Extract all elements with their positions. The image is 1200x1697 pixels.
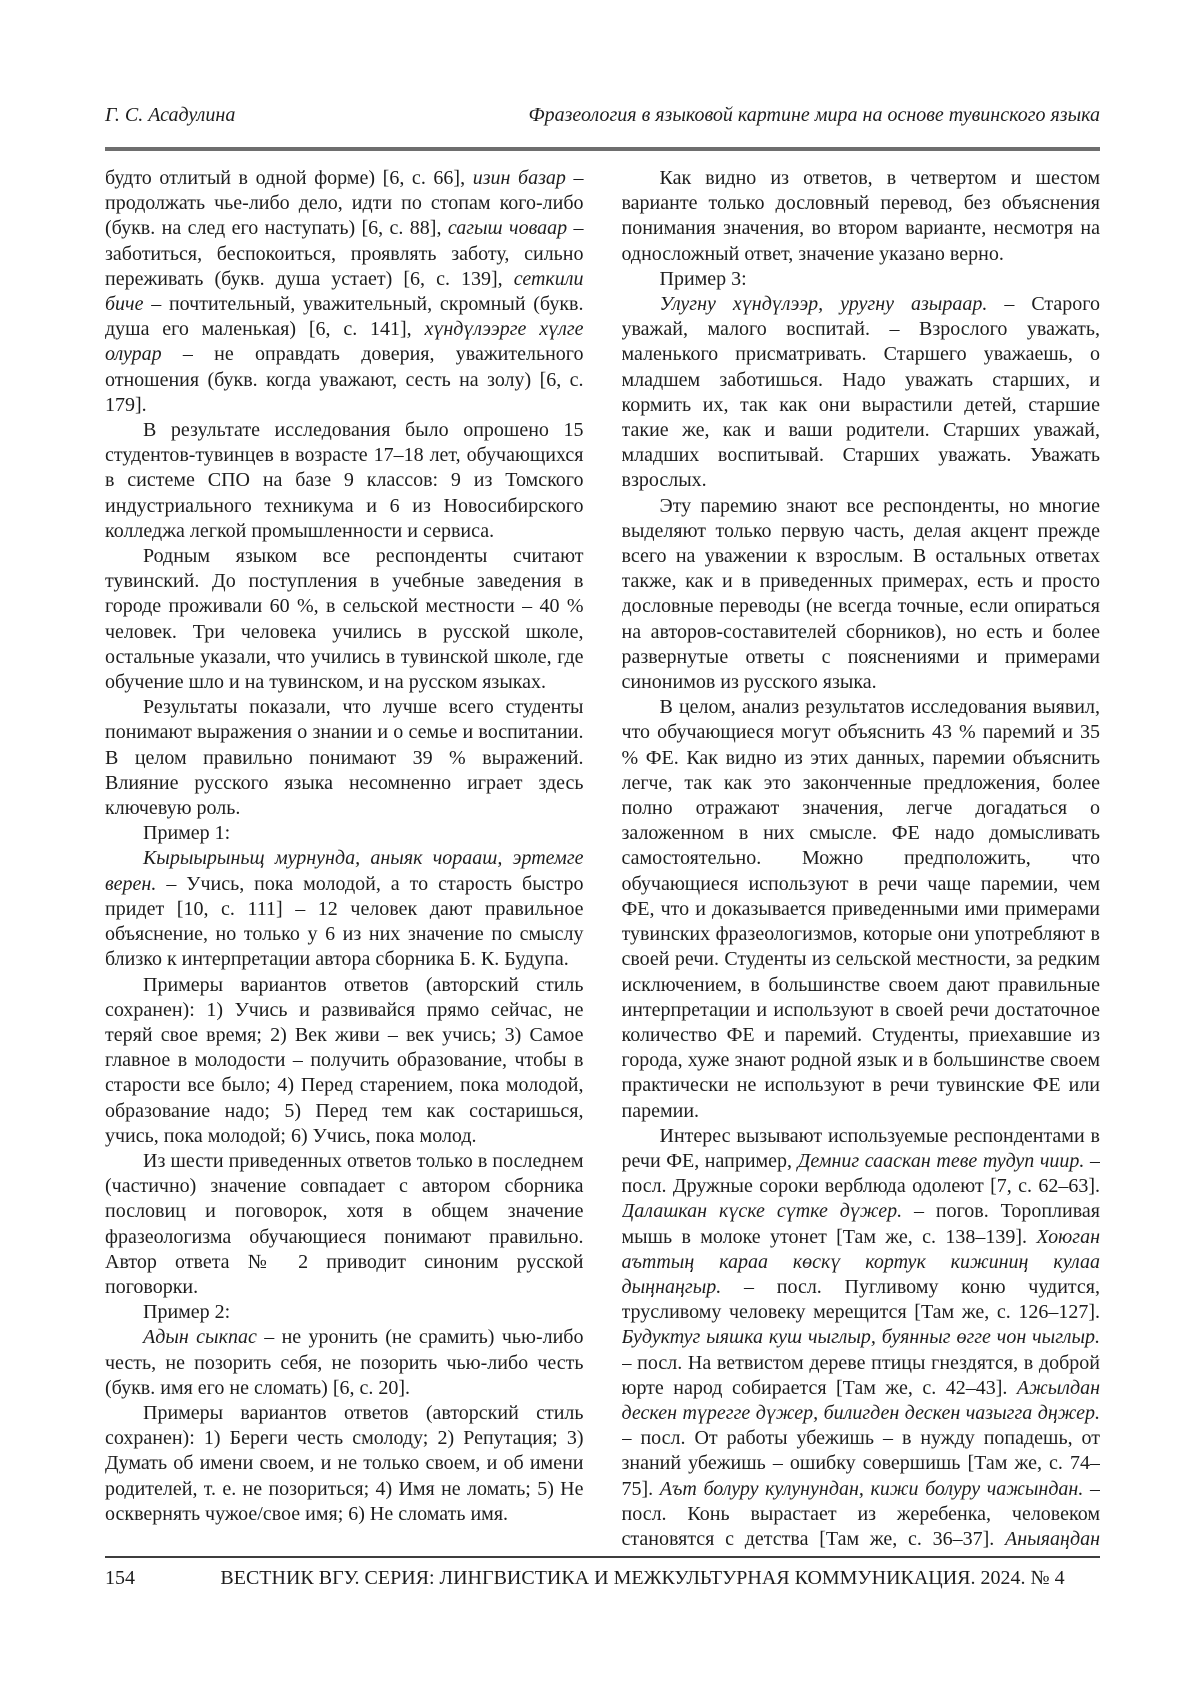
paragraph	[105, 544, 584, 695]
italic-phrase: Аныяаңдан	[1005, 1527, 1100, 1550]
page-header	[105, 104, 1100, 127]
italic-phrase: Кырыырыньщ мурнунда, аныяк чорааш, эртемге верен.	[105, 847, 584, 895]
text-run: Как видно из ответов, в четвертом и шестом варианте только дословный перевод, без объяснения понимания значения, во втором варианте, несмотря на односложный ответ, значение указано верно.	[621, 167, 1100, 265]
paragraph	[105, 695, 584, 821]
paragraph	[622, 166, 1101, 267]
paragraph	[105, 821, 584, 846]
journal-title: ВЕСТНИК ВГУ. СЕРИЯ: ЛИНГВИСТИКА И МЕЖКУЛЬТУРНАЯ КОММУНИКАЦИЯ. 2024. № 4	[220, 1567, 1065, 1589]
paragraph	[622, 292, 1101, 494]
text-run: – посл. Дружные сороки верблюда одолеют [7, с. 62–63].	[621, 1149, 1100, 1198]
text-run: – не оправдать доверия, уважительного отношения (букв. когда уважают, сесть на золу) [6, с. 179].	[105, 343, 584, 416]
italic-phrase: сагыш човаар	[447, 217, 568, 240]
paragraph	[105, 973, 584, 1149]
text-run: В целом, анализ результатов исследования выявил, что обучающиеся могут объяснить 43 % паремий и 35 % ФЕ. Как видно из этих данных, паремии объяснить легче, так как это законченные предложения, более полно отражают значения, легче догадаться о заложенном в них смысле. ФЕ надо домысливать самостоятельно. Можно предположить, что обучающиеся используют в речи чаще паремии, чем ФЕ, что и доказывается приведенными ими примерами тувинских фразеологизмов, которые они употребляют в своей речи. Студенты из сельской местности, за редким исключением, в большинстве своем дают правильные интерпретации и используют в своей речи достаточное количество ФЕ и паремий. Студенты, приехавшие из города, хуже знают родной язык и в большинстве своем практически не используют в речи тувинские ФЕ или паремии.	[621, 696, 1100, 1122]
italic-phrase: сеткили биче	[105, 267, 584, 316]
text-run: – посл. На ветвистом дереве птицы гнездятся, в доброй юрте народ собирается [Там же, с. 42–43].	[621, 1351, 1100, 1399]
paragraph	[105, 418, 584, 544]
text-run: Интерес вызывают используемые респондентами в речи ФЕ, например,	[621, 1124, 1100, 1172]
text-run: – посл. Конь вырастает из жеребенка, человеком становятся с детства [Там же, с. 36–37].	[621, 1477, 1100, 1550]
header-rule	[105, 147, 1100, 151]
footer-rule	[105, 1556, 1100, 1558]
italic-phrase: Демниг сааскан теве тудуп чиир.	[797, 1149, 1085, 1172]
text-run: – посл. От работы убежишь – в нужду попадешь, от знаний убежишь – ошибку совершишь [Там же, с. 74–75].	[621, 1427, 1100, 1500]
page-footer	[105, 1567, 1100, 1590]
paragraph	[622, 267, 1101, 292]
left-column	[105, 166, 584, 1550]
text-columns	[105, 166, 1100, 1550]
paragraph	[105, 1149, 584, 1300]
paragraph	[622, 1124, 1101, 1550]
paragraph	[105, 1401, 584, 1527]
paragraph	[105, 846, 584, 972]
text-run: – почтительный, уважительный, скромный (букв. душа его маленькая) [6, с. 141],	[105, 293, 584, 341]
text-run: Из шести приведенных ответов только в последнем (частично) значение совпадает с автором сборника пословиц и поговорок, хотя в общем значение фразеологизма обучающиеся понимают правильно. Автор ответа № 2 приводит синоним русской поговорки.	[105, 1149, 584, 1298]
text-run: Пример 1:	[143, 822, 231, 845]
text-run: будто отлитый в одной форме) [6, с. 66],	[105, 167, 473, 189]
text-run: – заботиться, беспокоиться, проявлять заботу, сильно переживать (букв. душа устает) [6, с. 139],	[105, 217, 584, 290]
text-run: Пример 3:	[659, 267, 747, 290]
text-run: Эту паремию знают все респонденты, но многие выделяют только первую часть, делая акцент прежде всего на уважении к взрослым. В остальных ответах также, как и в приведенных примерах, есть и просто дословные переводы (не всегда точные, если опираться на авторов-составителей сборников), но есть и более развернутые ответы с пояснениями и примерами синонимов из русского языка.	[621, 494, 1100, 694]
paragraph	[105, 1325, 584, 1401]
italic-phrase: Будуктуг ыяшка куш чыглыр, буянныг өгге чон чыглыр.	[621, 1326, 1100, 1349]
italic-phrase: Далашкан күске сүтке дүжер.	[621, 1200, 903, 1223]
text-run: – Старого уважай, малого воспитай. – Взрослого уважать, маленького присматривать. Старшего уважаешь, о младшем заботишься. Надо уважать старших, и кормить их, так как они вырастили детей, старшие такие же, как и ваши родители. Старших уважай, младших воспитывай. Старших уважать. Уважать взрослых.	[621, 293, 1100, 492]
paragraph	[622, 695, 1101, 1123]
text-run: – посл. Пугливому коню чудится, трусливому человеку мерещится [Там же, с. 126–127].	[621, 1275, 1100, 1324]
text-run: Примеры вариантов ответов (авторский стиль сохранен): 1) Учись и развивайся прямо сейчас, не теряй свое время; 2) Век живи – век учись; 3) Самое главное в молодости – получить образование, чтобы в старости все было; 4) Перед старением, пока молодой, образование надо; 5) Перед тем как состаришься, учись, пока молодой; 6) Учись, пока молод.	[105, 973, 584, 1147]
italic-phrase: Улугну хүндүлээр, уругну азыраар.	[659, 293, 988, 316]
italic-phrase: хүндүлээрге хүлге олурар	[105, 318, 584, 366]
text-run: Родным языком все респонденты считают тувинский. До поступления в учебные заведения в городе проживали 60 %, в сельской местности – 40 % человек. Три человека учились в русской школе, остальные указали, что учились в тувинской школе, где обучение шло и на тувинском, и на русском языках.	[105, 545, 584, 694]
page-number: 154	[105, 1567, 135, 1589]
text-run: В результате исследования было опрошено 15 студентов-тувинцев в возрасте 17–18 лет, обучающихся в системе СПО на базе 9 классов: 9 из Томского индустриального техникума и 6 из Новосибирского колледжа легкой промышленности и сервиса.	[105, 419, 584, 542]
running-title: Фразеология в языковой картине мира на основе тувинского языка	[528, 104, 1100, 126]
text-run: – Учись, пока молодой, а то старость быстро придет [10, с. 111] – 12 человек дают правильное объяснение, но только у 6 из них значение по смыслу близко к интерпретации автора сборника Б. К. Будупа.	[105, 872, 584, 971]
italic-phrase: Аът болуру кулунундан, кижи болуру чажындан.	[659, 1477, 1084, 1500]
text-run: Результаты показали, что лучше всего студенты понимают выражения о знании и о семье и воспитании. В целом правильно понимают 39 % выражений. Влияние русского языка несомненно играет здесь ключевую роль.	[105, 696, 584, 820]
text-run: Примеры вариантов ответов (авторский стиль сохранен): 1) Береги честь смолоду; 2) Репутация; 3) Думать об имени своем, и не только своем, и об имени родителей, т. е. не позориться; 4) Имя не ломать; 5) Не осквернять чужое/свое имя; 6) Не сломать имя.	[105, 1401, 584, 1525]
text-run: – не уронить (не срамить) чью-либо честь, не позорить себя, не позорить чью-либо честь (букв. имя его не сломать) [6, с. 20].	[105, 1326, 584, 1399]
text-run: Пример 2:	[143, 1301, 231, 1324]
italic-phrase: Хоюган аъттың караа көскү кортук кижиниң кулаа дыңнаңгыр.	[621, 1225, 1100, 1298]
text-run: – погов. Торопливая мышь в молоке утонет [Там же, с. 138–139].	[621, 1200, 1100, 1248]
right-column	[622, 166, 1101, 1550]
paragraph	[105, 1300, 584, 1325]
italic-phrase: Адын сыкпас	[143, 1326, 257, 1349]
paragraph	[105, 166, 584, 418]
author-name: Г. С. Асадулина	[105, 104, 236, 126]
paragraph	[622, 494, 1101, 696]
italic-phrase: Ажылдан дескен түрегге дүжер, билигден дескен чазыгга дңжер.	[621, 1376, 1100, 1424]
text-run: – продолжать чье-либо дело, идти по стопам кого-либо (букв. на след его наступать) [6, с. 88],	[105, 167, 584, 240]
italic-phrase: изин базар	[472, 167, 566, 189]
